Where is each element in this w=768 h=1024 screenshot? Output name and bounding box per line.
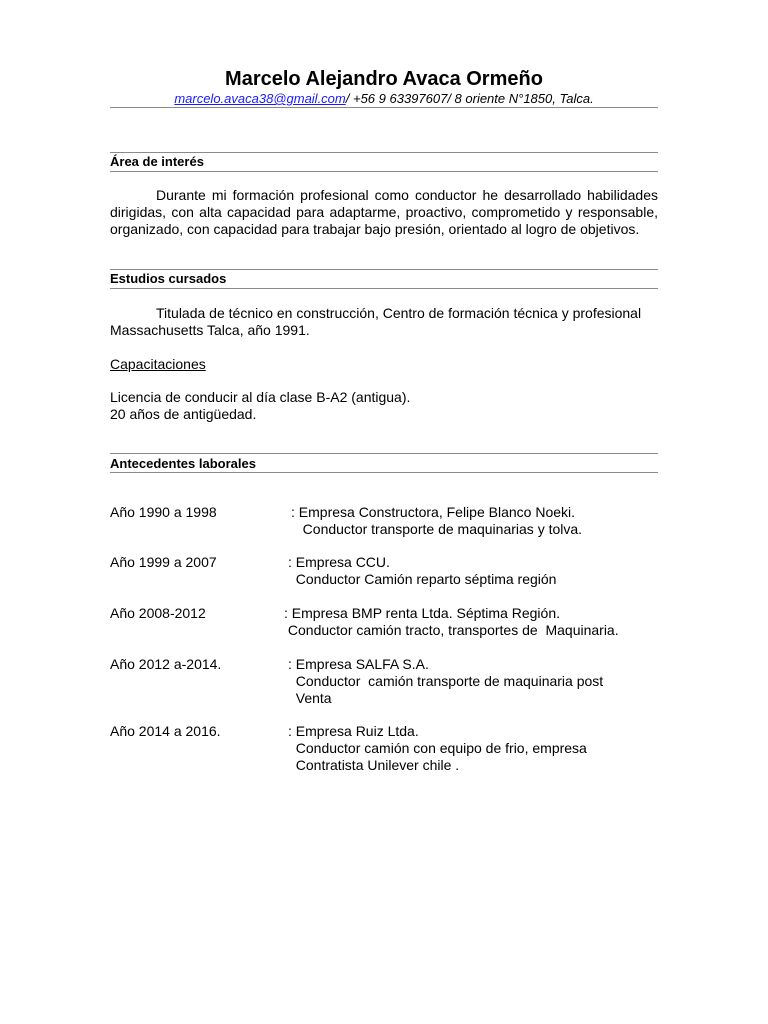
section-rule-bottom <box>110 288 658 289</box>
job-role: Conductor camión con equipo de frio, empresa <box>288 740 587 756</box>
section-rule-top <box>110 152 658 153</box>
job-role: Conductor camión tracto, transportes de Maquinaria. <box>284 622 619 638</box>
job-role: Contratista Unilever chile . <box>288 757 460 773</box>
job-years: Año 2014 a 2016. <box>110 723 221 739</box>
contact-line <box>0 91 768 107</box>
capacitacion-line: 20 años de antigüedad. <box>110 406 257 422</box>
capacitacion-line: Licencia de conducir al día clase B-A2 (antigua). <box>110 389 411 405</box>
job-years: Año 1990 a 1998 <box>110 504 217 520</box>
job-role: Venta <box>288 690 332 706</box>
capacitaciones-title: Capacitaciones <box>110 356 206 372</box>
area-paragraph: Durante mi formación profesional como conductor he desarrollado habilidades dirigidas, con alta capacidad para adaptarme, proactivo, comprometido y responsable, organizado, con capacidad para trabajar bajo presión, orientado al logro de objetivos. <box>110 187 658 237</box>
estudios-paragraph: Titulada de técnico en construcción, Centro de formación técnica y profesional Massachusetts Talca, año 1991. <box>110 305 642 338</box>
job-company: : Empresa CCU. <box>288 554 390 570</box>
contact-details: / +56 9 63397607/ 8 oriente N°1850, Talca. <box>345 91 594 106</box>
section-heading-area: Área de interés <box>110 154 204 169</box>
header-rule <box>110 107 658 108</box>
job-role: Conductor transporte de maquinarias y tolva. <box>291 521 583 537</box>
section-rule-bottom <box>110 472 658 473</box>
section-rule-top <box>110 453 658 454</box>
job-role: Conductor camión transporte de maquinaria post <box>288 673 604 689</box>
job-years: Año 2008-2012 <box>110 605 206 621</box>
job-role: Conductor Camión reparto séptima región <box>288 571 557 587</box>
section-rule-top <box>110 269 658 270</box>
section-heading-estudios: Estudios cursados <box>110 271 227 286</box>
job-years: Año 2012 a-2014. <box>110 656 222 672</box>
job-company: : Empresa Constructora, Felipe Blanco Noeki. <box>291 504 576 520</box>
job-company: : Empresa Ruiz Ltda. <box>288 723 419 739</box>
section-heading-antecedentes: Antecedentes laborales <box>110 456 256 471</box>
job-company: : Empresa BMP renta Ltda. Séptima Región. <box>284 605 560 621</box>
email-link[interactable]: marcelo.avaca38@gmail.com <box>174 91 346 106</box>
candidate-name: Marcelo Alejandro Avaca Ormeño <box>225 68 543 90</box>
section-rule-bottom <box>110 171 658 172</box>
job-company: : Empresa SALFA S.A. <box>288 656 429 672</box>
job-years: Año 1999 a 2007 <box>110 554 217 570</box>
